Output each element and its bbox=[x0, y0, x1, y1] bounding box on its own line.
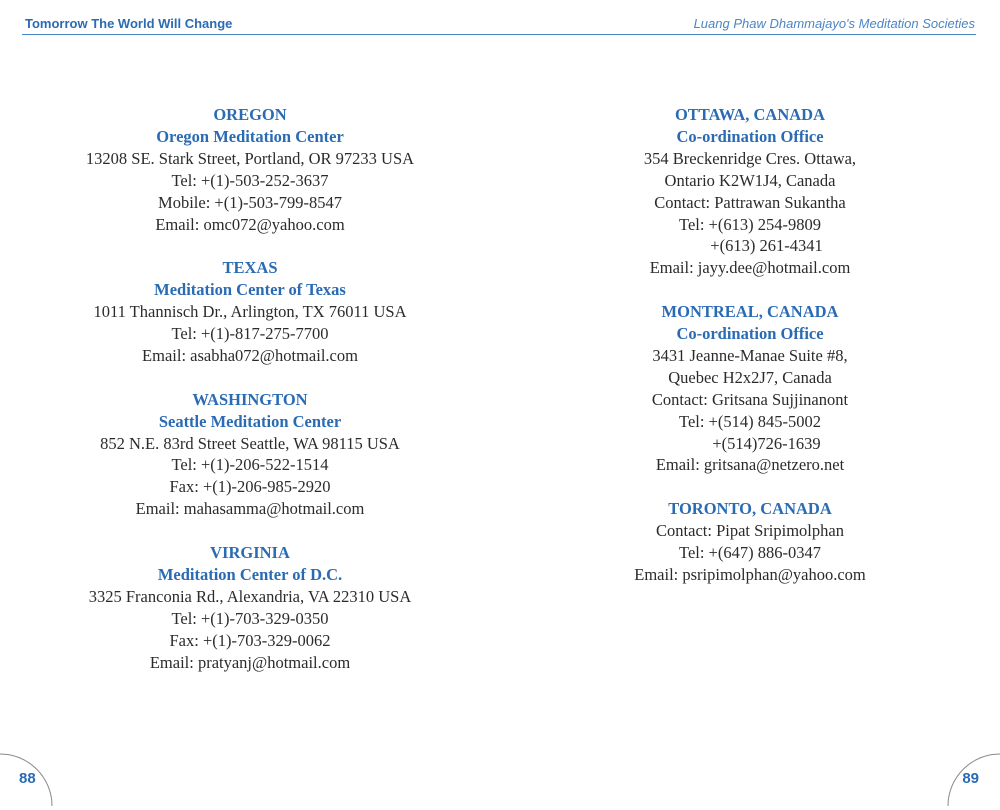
contact-line: Tel: +(1)-703-329-0350 bbox=[171, 608, 329, 628]
contact-line: Email: asabha072@hotmail.com bbox=[142, 345, 358, 365]
contact-line: Email: omc072@yahoo.com bbox=[155, 214, 345, 234]
contact-line: Email: jayy.dee@hotmail.com bbox=[649, 258, 851, 278]
contact-line: Email: pratyanj@hotmail.com bbox=[149, 652, 351, 672]
contact-line: Email: psripimolphan@yahoo.com bbox=[634, 565, 866, 584]
contact-line: Tel: +(514) 845-5002 bbox=[679, 411, 821, 431]
left-column bbox=[30, 104, 470, 695]
contact-line: Contact: Pipat Sripimolphan bbox=[656, 521, 844, 541]
contact-line: +(613) 261-4341 bbox=[677, 236, 823, 256]
region-heading: VIRGINIA bbox=[210, 543, 290, 563]
contact-line: Tel: +(1)-817-275-7700 bbox=[171, 324, 329, 344]
contact-line: Tel: +(613) 254-9809 bbox=[679, 214, 821, 234]
organization-name: Meditation Center of D.C. bbox=[157, 564, 343, 584]
contact-line: Mobile: +(1)-503-799-8547 bbox=[158, 192, 342, 212]
contact-entry bbox=[530, 498, 970, 586]
contact-line: Fax: +(1)-703-329-0062 bbox=[169, 630, 331, 650]
header-rule bbox=[22, 34, 976, 35]
contact-line: 13208 SE. Stark Street, Portland, OR 97233 USA bbox=[85, 148, 415, 168]
organization-name: Meditation Center of Texas bbox=[154, 280, 346, 300]
contact-line: Quebec H2x2J7, Canada bbox=[668, 367, 832, 387]
contact-line: Email: mahasamma@hotmail.com bbox=[135, 499, 365, 519]
organization-name: Seattle Meditation Center bbox=[158, 411, 342, 431]
contact-line: Tel: +(1)-206-522-1514 bbox=[171, 455, 329, 475]
region-heading: OREGON bbox=[213, 105, 287, 124]
contact-entry bbox=[530, 104, 970, 279]
organization-name: Co-ordination Office bbox=[676, 324, 824, 344]
region-heading: MONTREAL, CANADA bbox=[661, 302, 839, 322]
contact-line: Fax: +(1)-206-985-2920 bbox=[169, 477, 331, 497]
contact-entry bbox=[30, 257, 470, 367]
contact-line: Tel: +(647) 886-0347 bbox=[679, 543, 821, 563]
page-number-right: 89 bbox=[962, 770, 979, 787]
contact-line: 3325 Franconia Rd., Alexandria, VA 22310 USA bbox=[88, 586, 412, 606]
contact-line: +(514)726-1639 bbox=[679, 433, 821, 453]
running-header-left: Tomorrow The World Will Change bbox=[25, 16, 233, 31]
contact-entry bbox=[30, 542, 470, 673]
contact-line: Email: gritsana@netzero.net bbox=[655, 455, 845, 475]
contact-line: 354 Breckenridge Cres. Ottawa, bbox=[643, 148, 857, 168]
contact-entry bbox=[530, 301, 970, 476]
contact-line: Tel: +(1)-503-252-3637 bbox=[171, 170, 329, 190]
contact-line: Contact: Gritsana Sujjinanont bbox=[651, 389, 849, 409]
running-header-right: Luang Phaw Dhammajayo's Meditation Societies bbox=[693, 16, 975, 31]
contact-entry bbox=[30, 389, 470, 520]
page-number-left: 88 bbox=[19, 770, 36, 787]
region-heading: TORONTO, CANADA bbox=[668, 499, 832, 519]
contact-line: 852 N.E. 83rd Street Seattle, WA 98115 USA bbox=[100, 433, 400, 453]
contact-line: Contact: Pattrawan Sukantha bbox=[654, 192, 846, 212]
right-column bbox=[530, 104, 970, 608]
organization-name: Oregon Meditation Center bbox=[156, 126, 344, 146]
contact-line: Ontario K2W1J4, Canada bbox=[664, 170, 836, 190]
region-heading: TEXAS bbox=[222, 258, 278, 278]
contact-line: 1011 Thannisch Dr., Arlington, TX 76011 USA bbox=[93, 302, 407, 322]
contact-line: 3431 Jeanne-Manae Suite #8, bbox=[652, 345, 848, 365]
contact-entry bbox=[30, 104, 470, 235]
organization-name: Co-ordination Office bbox=[676, 126, 824, 146]
region-heading: OTTAWA, CANADA bbox=[674, 105, 826, 124]
region-heading: WASHINGTON bbox=[192, 389, 308, 409]
